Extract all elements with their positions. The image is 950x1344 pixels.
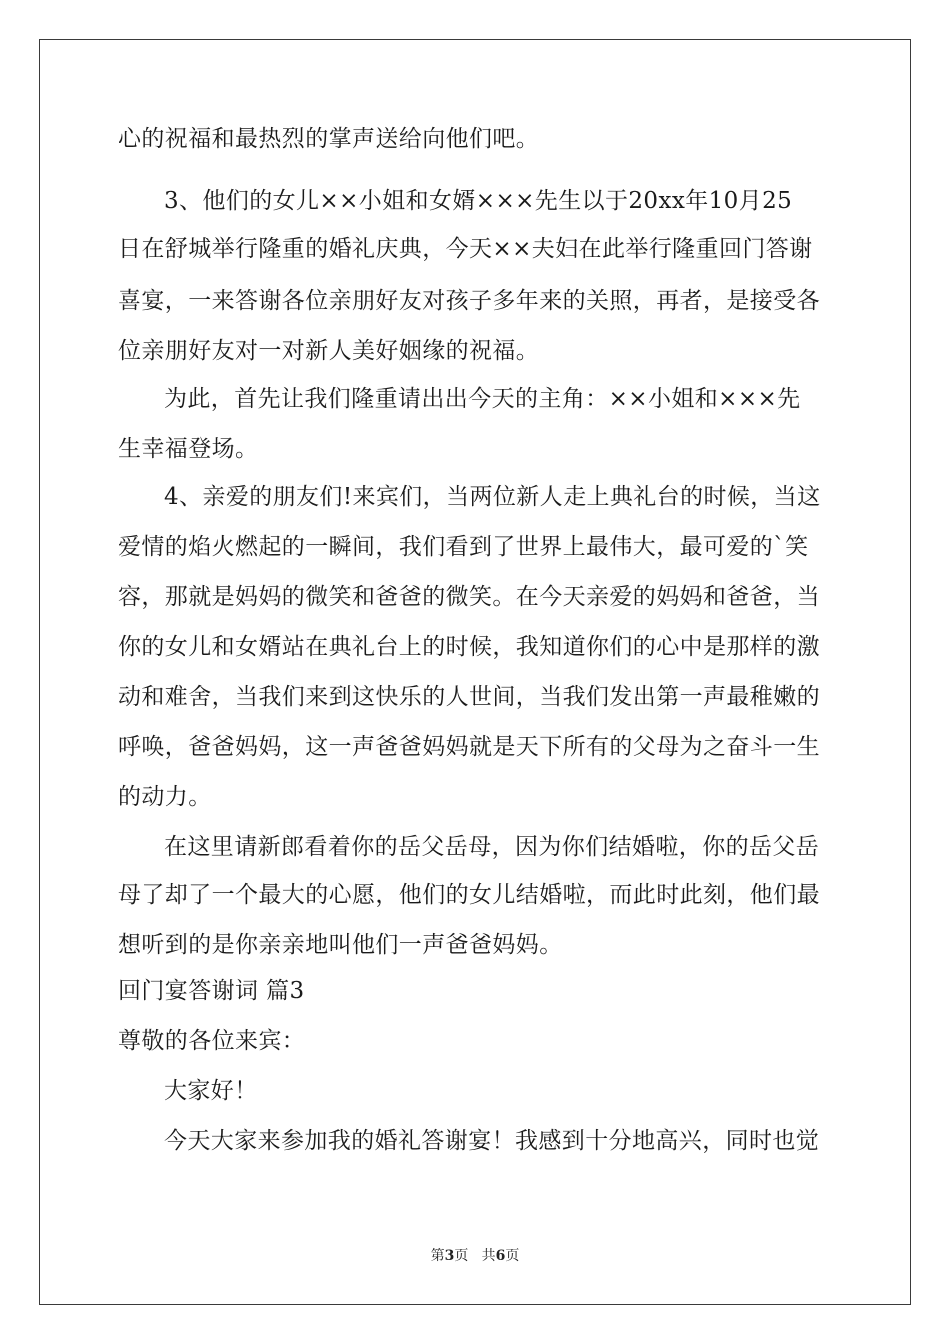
text-line: 呼唤，爸爸妈妈，这一声爸爸妈妈就是天下所有的父母为之奋斗一生 bbox=[118, 734, 820, 760]
text-line: 喜宴，一来答谢各位亲朋好友对孩子多年来的关照，再者，是接受各 bbox=[118, 288, 820, 314]
text-line: 位亲朋好友对一对新人美好姻缘的祝福。 bbox=[118, 338, 540, 364]
footer-mid: 页 共 bbox=[454, 1248, 496, 1264]
text-line: 想听到的是你亲亲地叫他们一声爸爸妈妈。 bbox=[118, 932, 563, 958]
footer-suffix: 页 bbox=[505, 1248, 520, 1264]
current-page-number: 3 bbox=[444, 1248, 455, 1264]
text-line: 你的女儿和女婿站在典礼台上的时候，我知道你们的心中是那样的激 bbox=[118, 634, 820, 660]
text-line: 今天大家来参加我的婚礼答谢宴！我感到十分地高兴，同时也觉 bbox=[164, 1128, 820, 1154]
footer-prefix: 第 bbox=[430, 1248, 445, 1264]
text-line: 心的祝福和最热烈的掌声送给向他们吧。 bbox=[118, 126, 540, 152]
section-heading: 回门宴答谢词 篇3 bbox=[118, 978, 305, 1004]
text-line: 在这里请新郎看着你的岳父岳母，因为你们结婚啦，你的岳父岳 bbox=[164, 834, 820, 860]
page-border bbox=[39, 39, 911, 1305]
text-line: 4、亲爱的朋友们!来宾们，当两位新人走上典礼台的时候，当这 bbox=[164, 484, 821, 510]
text-line: 3、他们的女儿××小姐和女婿×××先生以于20xx年10月25 bbox=[164, 188, 793, 214]
text-line: 爱情的焰火燃起的一瞬间，我们看到了世界上最伟大，最可爱的`笑 bbox=[118, 534, 809, 560]
text-line: 动和难舍，当我们来到这快乐的人世间，当我们发出第一声最稚嫩的 bbox=[118, 684, 820, 710]
text-line: 生幸福登场。 bbox=[118, 436, 259, 462]
page-footer bbox=[0, 1245, 950, 1265]
total-page-number: 6 bbox=[495, 1248, 506, 1264]
text-line: 母了却了一个最大的心愿，他们的女儿结婚啦，而此时此刻，他们最 bbox=[118, 882, 820, 908]
greeting: 大家好！ bbox=[164, 1078, 258, 1104]
text-line: 的动力。 bbox=[118, 784, 212, 810]
text-line: 容，那就是妈妈的微笑和爸爸的微笑。在今天亲爱的妈妈和爸爸，当 bbox=[118, 584, 820, 610]
salutation: 尊敬的各位来宾： bbox=[118, 1028, 306, 1054]
text-line: 为此，首先让我们隆重请出出今天的主角：××小姐和×××先 bbox=[164, 386, 801, 412]
text-line: 日在舒城举行隆重的婚礼庆典，今天××夫妇在此举行隆重回门答谢 bbox=[118, 236, 813, 262]
